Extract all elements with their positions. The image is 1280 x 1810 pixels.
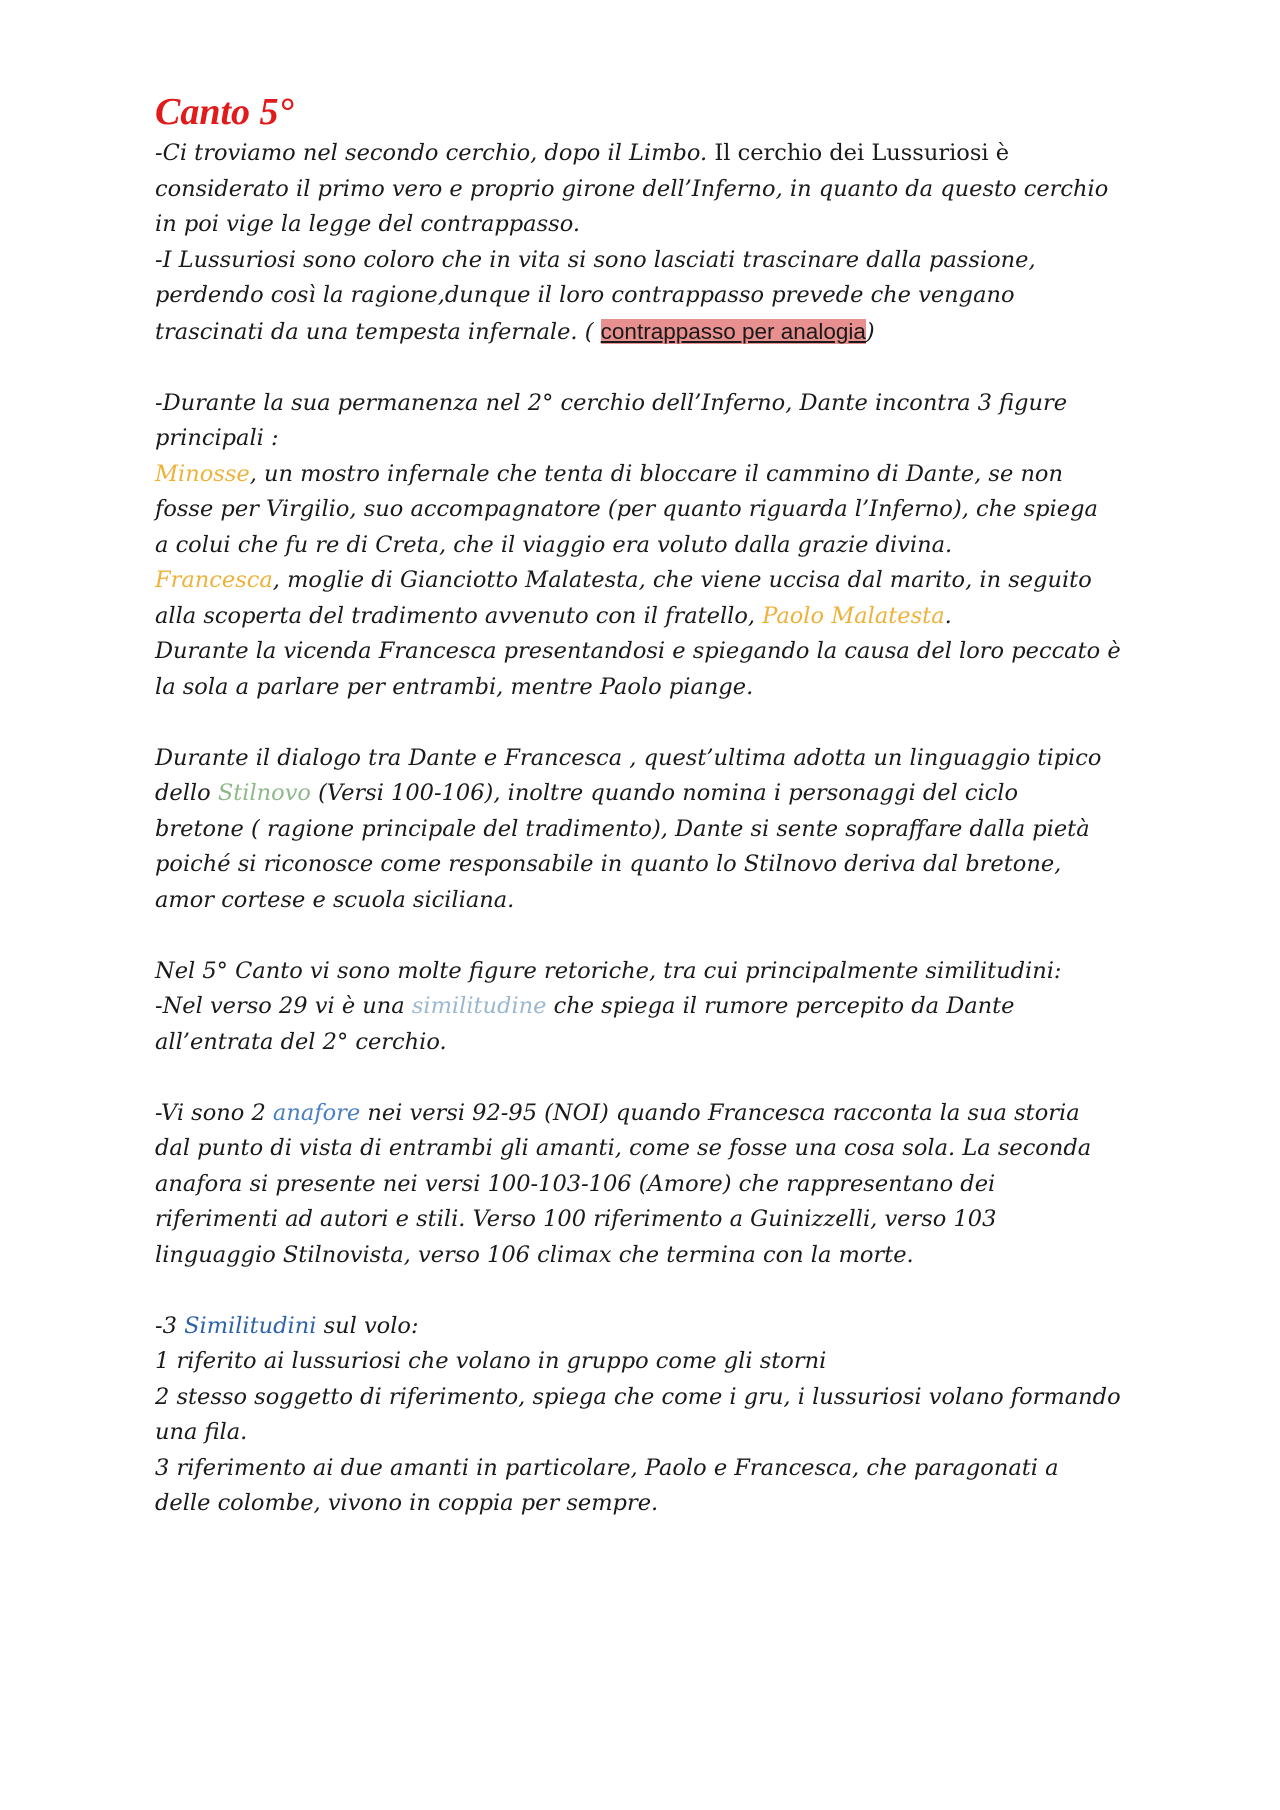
- text-line: perdendo così la ragione,dunque il loro contrappasso prevede che vengano: [155, 282, 1015, 308]
- text-span: , un mostro infernale che tenta di bloccare il cammino di Dante, se non: [249, 460, 1063, 487]
- blank-line: [155, 1060, 1145, 1096]
- text-line: fosse per Virgilio, suo accompagnatore (per quanto riguarda l’Inferno), che spiega: [155, 496, 1098, 522]
- text-line: la sola a parlare per entrambi, mentre Paolo piange.: [155, 673, 754, 700]
- text-span: ): [865, 318, 875, 345]
- text-line: 1 riferito ai lussuriosi che volano in gruppo come gli storni: [155, 1348, 827, 1374]
- term-similitudine: similitudine: [411, 993, 547, 1019]
- name-minosse: Minosse: [155, 460, 250, 487]
- text-line: -I Lussuriosi sono coloro che in vita si sono lasciati trascinare dalla passione,: [155, 246, 1036, 273]
- paragraph-figures: [155, 386, 1145, 706]
- text-line: principali :: [155, 425, 279, 451]
- text-line: 3 riferimento ai due amanti in particolare, Paolo e Francesca, che paragonati a: [155, 1454, 1059, 1481]
- term-anafore: anafore: [272, 1099, 361, 1126]
- text-line: anafora si presente nei versi 100-103-106 (Amore) che rappresentano dei: [155, 1170, 996, 1197]
- text-line: [155, 1309, 1145, 1345]
- text-line: -Durante la sua permanenza nel 2° cerchio dell’Inferno, Dante incontra 3 figure: [155, 389, 1068, 416]
- text-span: Il cerchio dei Lussuriosi è: [707, 140, 1010, 166]
- text-line: poiché si riconosce come responsabile in quanto lo Stilnovo deriva dal bretone,: [155, 851, 1062, 877]
- term-stilnovo: Stilnovo: [217, 780, 311, 806]
- text-span: sul volo:: [316, 1312, 419, 1339]
- term-similitudini: Similitudini: [184, 1312, 317, 1339]
- text-line: [155, 599, 1145, 635]
- blank-line: [155, 705, 1145, 741]
- blank-line: [155, 350, 1145, 386]
- paragraph-similitudini: [155, 1309, 1145, 1522]
- blank-line: [155, 1273, 1145, 1309]
- document-page: [155, 90, 1145, 1522]
- text-line: [155, 563, 1145, 599]
- text-line: [155, 1096, 1145, 1132]
- text-line: all’entrata del 2° cerchio.: [155, 1028, 447, 1055]
- text-line: considerato il primo vero e proprio girone dell’Inferno, in quanto da questo cerchio: [155, 175, 1109, 202]
- text-line: Nel 5° Canto vi sono molte figure retoriche, tra cui principalmente similitudini:: [155, 957, 1062, 984]
- text-span: alla scoperta del tradimento avvenuto con il fratello,: [155, 602, 763, 629]
- text-line: dal punto di vista di entrambi gli amanti, come se fosse una cosa sola. La seconda: [155, 1135, 1092, 1161]
- paragraph-rhetoric: [155, 954, 1145, 1061]
- text-span: (Versi 100-106), inoltre quando nomina i personaggi del ciclo: [310, 780, 1019, 806]
- text-line: [155, 314, 1145, 351]
- text-line: [155, 989, 1145, 1025]
- text-span: che spiega il rumore percepito da Dante: [546, 993, 1015, 1019]
- paragraph-anafore: [155, 1096, 1145, 1274]
- text-line: delle colombe, vivono in coppia per sempre.: [155, 1490, 659, 1516]
- text-span: nei versi 92-95 (NOI) quando Francesca racconta la sua storia: [360, 1099, 1080, 1126]
- text-span: -3: [155, 1312, 185, 1339]
- text-span: trascinati da una tempesta infernale. (: [155, 318, 601, 345]
- text-line: bretone ( ragione principale del tradimento), Dante si sente sopraffare dalla pietà: [155, 815, 1090, 842]
- paragraph-dialogue: [155, 741, 1145, 919]
- text-line: in poi vige la legge del contrappasso.: [155, 211, 580, 237]
- blank-line: [155, 918, 1145, 954]
- text-line: Durante il dialogo tra Dante e Francesca , quest’ultima adotta un linguaggio tipico: [155, 744, 1102, 771]
- text-line: [155, 776, 1145, 812]
- text-line: Durante la vicenda Francesca presentandosi e spiegando la causa del loro peccato è: [155, 638, 1121, 664]
- text-line: una fila.: [155, 1419, 248, 1445]
- text-span: .: [944, 602, 952, 629]
- paragraph-intro: [155, 136, 1145, 350]
- text-span: -Ci troviamo nel secondo cerchio, dopo il Limbo.: [155, 140, 708, 166]
- text-line: riferimenti ad autori e stili. Verso 100 riferimento a Guinizzelli, verso 103: [155, 1206, 997, 1232]
- text-span: , moglie di Gianciotto Malatesta, che viene uccisa dal marito, in seguito: [272, 567, 1092, 593]
- text-span: -Vi sono 2: [155, 1099, 273, 1126]
- highlighted-term: contrappasso per analogia: [600, 318, 866, 344]
- text-span: -Nel verso 29 vi è una: [155, 993, 412, 1019]
- name-francesca: Francesca: [155, 567, 273, 593]
- text-span: dello: [155, 780, 218, 806]
- text-line: 2 stesso soggetto di riferimento, spiega che come i gru, i lussuriosi volano formando: [155, 1383, 1121, 1410]
- text-line: a colui che fu re di Creta, che il viaggio era voluto dalla grazie divina.: [155, 531, 953, 558]
- name-paolo: Paolo Malatesta: [762, 602, 945, 629]
- page-title: Canto 5°: [155, 91, 294, 133]
- text-line: [155, 136, 1145, 172]
- text-line: amor cortese e scuola siciliana.: [155, 886, 515, 913]
- text-line: [155, 457, 1145, 493]
- text-line: linguaggio Stilnovista, verso 106 climax che termina con la morte.: [155, 1241, 914, 1268]
